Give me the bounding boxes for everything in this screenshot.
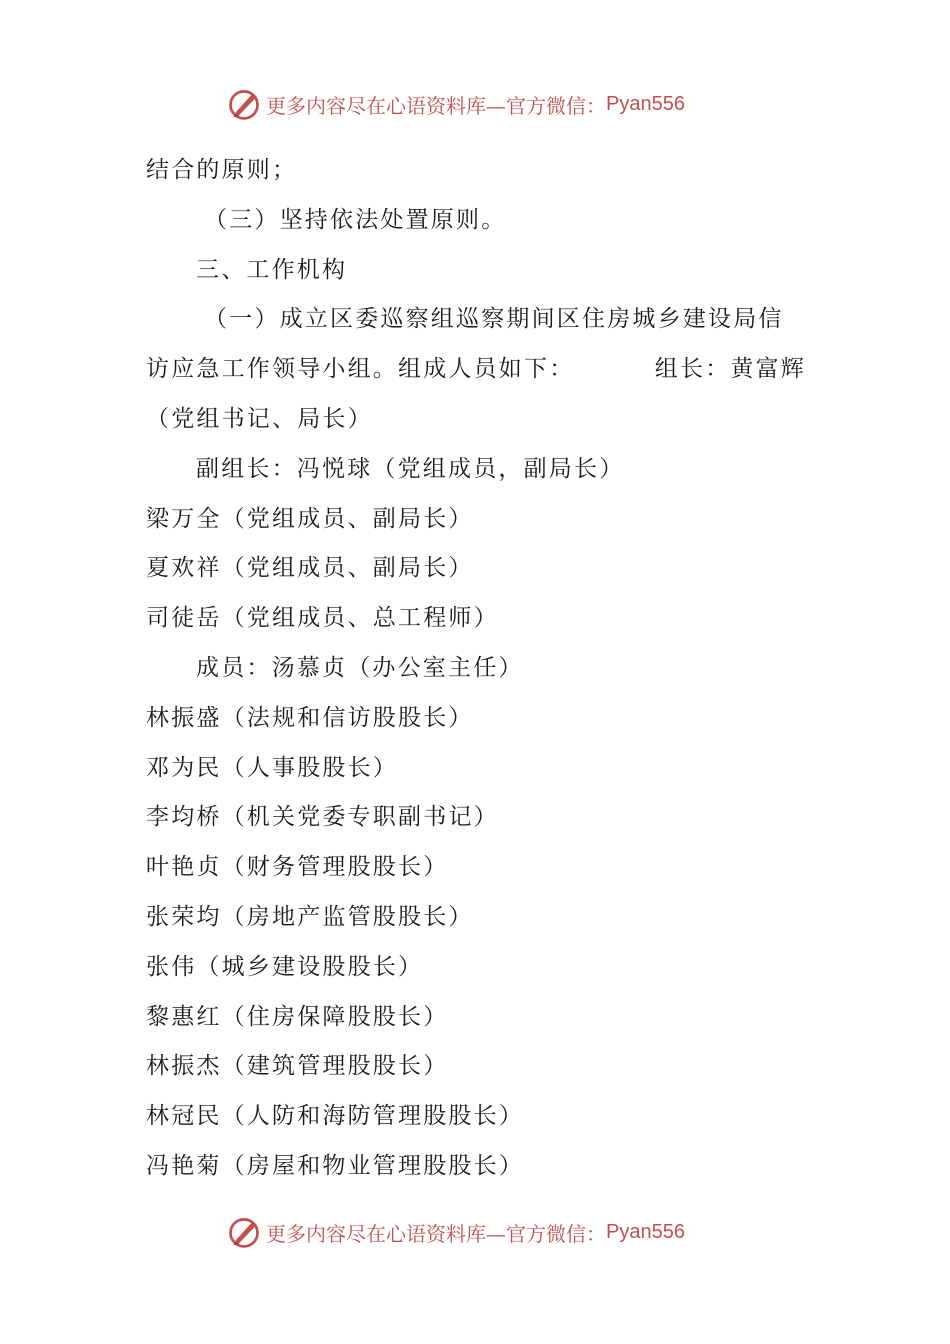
member-line: 张荣均（房地产监管股股长） bbox=[146, 903, 474, 930]
team-leader-label: 组长：黄富辉 bbox=[654, 356, 806, 383]
member-line: 梁万全（党组成员、副局长） bbox=[146, 505, 474, 532]
watermark-header bbox=[226, 84, 685, 124]
member-line: 林振盛（法规和信访股股长） bbox=[146, 704, 474, 731]
member-line: 林冠民（人防和海防管理股股长） bbox=[146, 1103, 524, 1130]
paragraph-line bbox=[146, 345, 806, 395]
watermark-wechat-id: Pyan556 bbox=[606, 1220, 685, 1243]
section-heading: 三、工作机构 bbox=[196, 256, 348, 283]
paragraph-line: （党组书记、局长） bbox=[146, 405, 373, 432]
member-line: 黎惠红（住房保障股股长） bbox=[146, 1003, 449, 1030]
member-line: 林振杰（建筑管理股股长） bbox=[146, 1053, 449, 1080]
paragraph-line: 副组长：冯悦球（党组成员，副局长） bbox=[196, 455, 625, 482]
paragraph-line: （三）坚持依法处置原则。 bbox=[204, 206, 507, 233]
member-line: 成员：汤慕贞（办公室主任） bbox=[196, 654, 524, 681]
watermark-wechat-id: Pyan556 bbox=[606, 92, 685, 115]
watermark-text: 更多内容尽在心语资料库—官方微信： bbox=[266, 1221, 606, 1246]
watermark-text: 更多内容尽在心语资料库—官方微信： bbox=[266, 93, 606, 118]
document-body bbox=[146, 146, 806, 1192]
member-line: 夏欢祥（党组成员、副局长） bbox=[146, 555, 474, 582]
member-line: 冯艳菊（房屋和物业管理股股长） bbox=[146, 1152, 524, 1179]
member-line: 李均桥（机关党委专职副书记） bbox=[146, 804, 499, 831]
pen-logo-icon bbox=[226, 86, 262, 122]
paragraph-line: 结合的原则； bbox=[146, 157, 298, 183]
member-line: 司徒岳（党组成员、总工程师） bbox=[146, 605, 499, 632]
member-line: 叶艳贞（财务管理股股长） bbox=[146, 854, 449, 881]
pen-logo-icon bbox=[226, 1214, 262, 1250]
watermark-footer bbox=[226, 1212, 685, 1252]
member-line: 张伟（城乡建设股股长） bbox=[146, 953, 424, 980]
paragraph-line: （一）成立区委巡察组巡察期间区住房城乡建设局信 bbox=[204, 306, 784, 333]
paragraph-text: 访应急工作领导小组。组成人员如下： bbox=[146, 356, 575, 383]
member-line: 邓为民（人事股股长） bbox=[146, 754, 398, 781]
